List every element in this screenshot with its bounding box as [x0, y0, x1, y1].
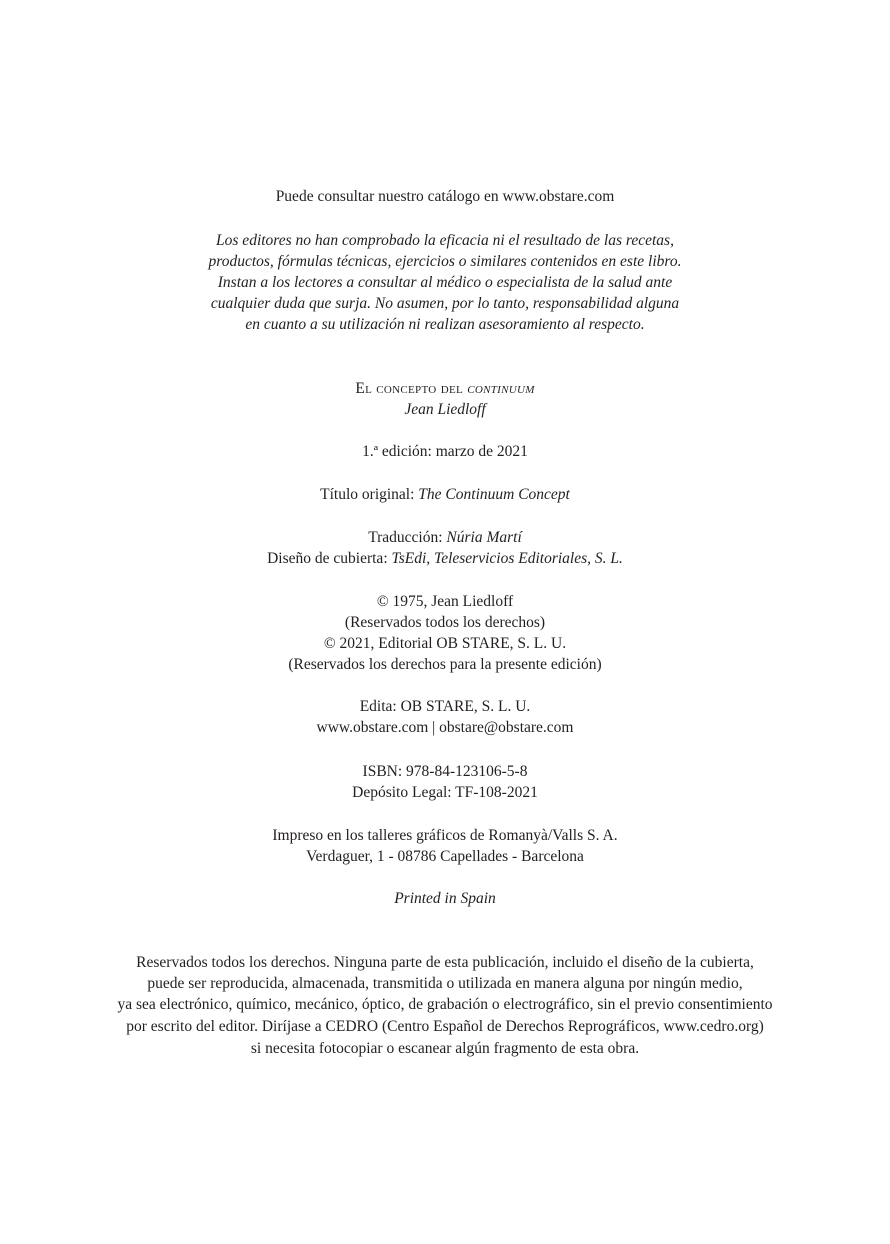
cover-design — [0, 549, 890, 569]
translation-label: Traducción: — [368, 529, 443, 546]
copyright-line: (Reservados los derechos para la presente edición) — [288, 656, 602, 673]
book-title-prefix: El concepto del — [355, 380, 463, 397]
copyright-line: © 1975, Jean Liedloff — [376, 593, 514, 610]
translation — [0, 528, 890, 548]
isbn: ISBN: 978-84-123106-5-8 — [362, 763, 528, 780]
edition-line: 1.ª edición: marzo de 2021 — [362, 443, 528, 460]
rights-line: ya sea electrónico, químico, mecánico, óptico, de grabación o electrográfico, sin el previo consentimiento — [117, 996, 773, 1013]
printed-in: Printed in Spain — [394, 890, 496, 907]
copyright-line: © 2021, Editorial OB STARE, S. L. U. — [323, 635, 567, 652]
rights-line: puede ser reproducida, almacenada, transmitida o utilizada en manera alguna por ningún medio, — [147, 975, 743, 992]
translation-value: Núria Martí — [446, 529, 522, 546]
copyright-line: (Reservados todos los derechos) — [344, 614, 546, 631]
cover-design-label: Diseño de cubierta: — [267, 550, 388, 567]
legal-deposit: Depósito Legal: TF-108-2021 — [352, 784, 538, 801]
original-title-value: The Continuum Concept — [418, 486, 570, 503]
disclaimer-line: en cuanto a su utilización ni realizan asesoramiento al respecto. — [245, 316, 645, 333]
publisher-contact: www.obstare.com | obstare@obstare.com — [316, 719, 574, 736]
disclaimer-line: Los editores no han comprobado la eficacia ni el resultado de las recetas, — [216, 232, 674, 249]
cover-design-value: TsEdi, Teleservicios Editoriales, S. L. — [391, 550, 623, 567]
publisher-line: Edita: OB STARE, S. L. U. — [359, 698, 531, 715]
original-title-label: Título original: — [320, 486, 415, 503]
printer-address: Verdaguer, 1 - 08786 Capellades - Barcelona — [306, 848, 584, 865]
disclaimer-line: productos, fórmulas técnicas, ejercicios o similares contenidos en este libro. — [208, 253, 682, 270]
rights-line: si necesita fotocopiar o escanear algún fragmento de esta obra. — [250, 1040, 640, 1057]
rights-line: por escrito del editor. Diríjase a CEDRO (Centro Español de Derechos Reprográficos, www.cedro.org) — [126, 1018, 764, 1035]
book-title-italic: continuum — [467, 380, 535, 397]
book-author: Jean Liedloff — [404, 401, 486, 418]
original-title — [0, 485, 890, 505]
printer-line: Impreso en los talleres gráficos de Romanyà/Valls S. A. — [272, 827, 618, 844]
catalog-line: Puede consultar nuestro catálogo en www.obstare.com — [275, 188, 615, 205]
disclaimer-line: cualquier duda que surja. No asumen, por lo tanto, responsabilidad alguna — [210, 295, 680, 312]
rights-line: Reservados todos los derechos. Ninguna parte de esta publicación, incluido el diseño de la cubierta, — [136, 954, 754, 971]
book-title — [0, 379, 890, 399]
disclaimer-line: Instan a los lectores a consultar al médico o especialista de la salud ante — [217, 274, 673, 291]
